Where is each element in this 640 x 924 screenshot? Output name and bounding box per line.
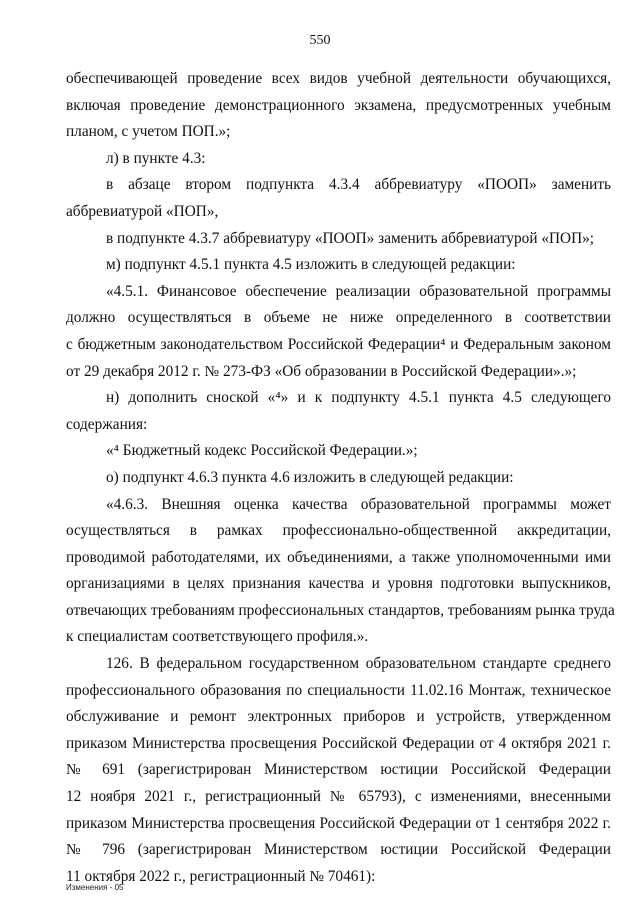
text-line: н) дополнить сноской «⁴» и к подпункту 4.5.1 пункта 4.5 следующего xyxy=(106,389,611,407)
text-line: обеспечивающей проведение всех видов учебной деятельности обучающихся, xyxy=(66,70,611,87)
text-line: в подпункте 4.3.7 аббревиатуру «ПООП» заменить аббревиатурой «ПОП»; xyxy=(106,229,595,247)
text-line: № 691 (зарегистрирован Министерством юстиции Российской Федерации xyxy=(66,761,611,779)
text-line: должно осуществляться в объеме не ниже определенного в соответствии xyxy=(66,309,611,327)
document-body xyxy=(66,66,615,890)
text-line: 126. В федеральном государственном образовательном стандарте среднего xyxy=(106,655,611,673)
text-line: профессионального образования по специальности 11.02.16 Монтаж, техническое xyxy=(66,681,611,699)
text-line: л) в пункте 4.3: xyxy=(106,149,206,167)
text-line: о) подпункт 4.6.3 пункта 4.6 изложить в следующей редакции: xyxy=(106,468,514,486)
text-line: отвечающих требованиям профессиональных стандартов, требованиям рынка труда xyxy=(66,601,615,619)
text-line: «4.5.1. Финансовое обеспечение реализации образовательной программы xyxy=(106,282,611,300)
text-line: аббревиатурой «ПОП», xyxy=(66,202,219,220)
text-line: содержания: xyxy=(66,415,148,433)
text-line: «⁴ Бюджетный кодекс Российской Федерации.»; xyxy=(106,442,418,460)
text-line: приказом Министерства просвещения Российской Федерации от 4 октября 2021 г. xyxy=(66,734,611,752)
text-line: 11 октября 2022 г., регистрационный № 70461): xyxy=(66,867,376,885)
text-line: 12 ноября 2021 г., регистрационный № 65793), с изменениями, внесенными xyxy=(66,788,611,806)
text-line: в абзаце втором подпункта 4.3.4 аббревиатуру «ПООП» заменить xyxy=(106,176,611,194)
page-number: 550 xyxy=(309,33,331,48)
text-line: проводимой работодателями, их объединениями, а также уполномоченными ими xyxy=(66,548,611,566)
text-line: обслуживание и ремонт электронных приборов и устройств, утвержденном xyxy=(66,708,611,726)
text-line: от 29 декабря 2012 г. № 273-ФЗ «Об образовании в Российской Федерации».»; xyxy=(66,362,577,380)
text-line: организациями в целях признания качества и уровня подготовки выпускников, xyxy=(66,575,611,593)
text-line: к специалистам соответствующего профиля.». xyxy=(66,628,369,646)
text-line: м) подпункт 4.5.1 пункта 4.5 изложить в следующей редакции: xyxy=(106,256,516,274)
text-line: осуществляться в рамках профессионально-общественной аккредитации, xyxy=(66,522,611,540)
text-line: включая проведение демонстрационного экзамена, предусмотренных учебным xyxy=(66,96,611,114)
text-line: приказом Министерства просвещения Российской Федерации от 1 сентября 2022 г. xyxy=(66,814,611,832)
text-line: № 796 (зарегистрирован Министерством юстиции Российской Федерации xyxy=(66,841,611,859)
text-line: планом, с учетом ПОП.»; xyxy=(66,123,231,141)
text-line: с бюджетным законодательством Российской Федерации⁴ и Федеральным законом xyxy=(66,335,611,353)
text-line: «4.6.3. Внешняя оценка качества образовательной программы может xyxy=(106,495,611,513)
footer-note: Изменения - 05 xyxy=(66,883,124,892)
